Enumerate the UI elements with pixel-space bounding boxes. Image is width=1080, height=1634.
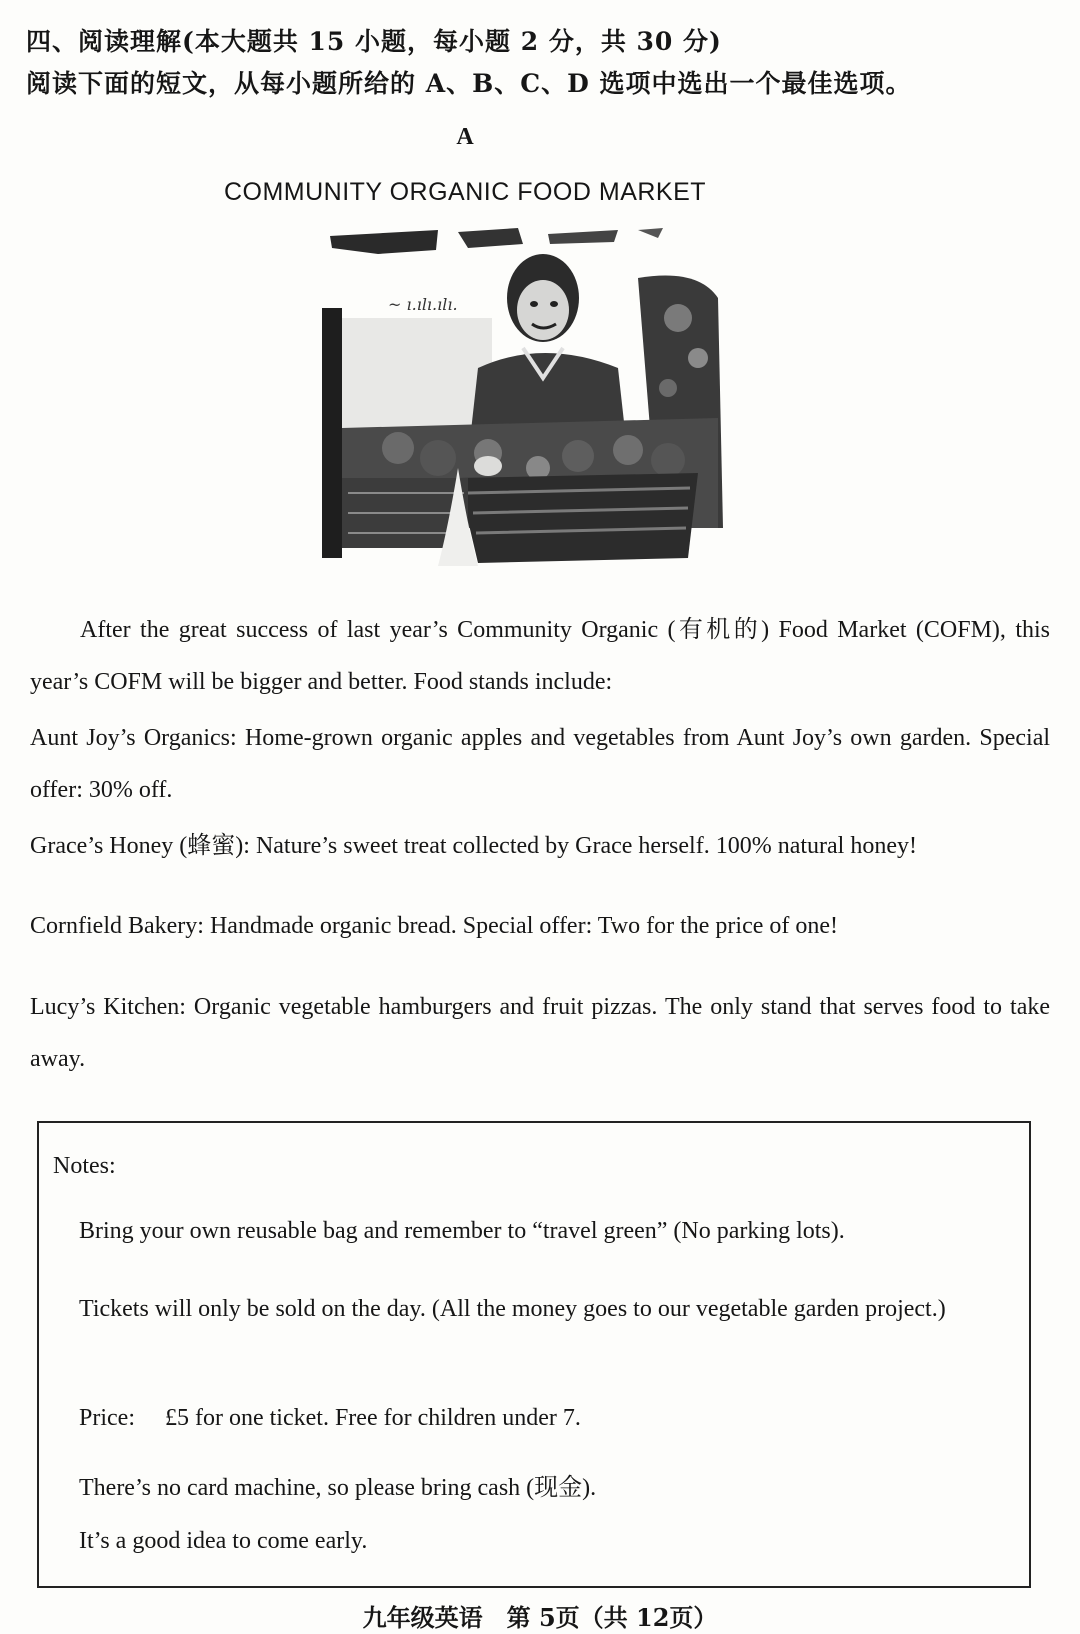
price-text: £5 for one ticket. Free for children under 7.	[165, 1405, 581, 1431]
section-heading: 四、阅读理解(本大题共 15 小题，每小题 2 分，共 30 分)	[26, 27, 722, 56]
stand-name: Cornfield Bakery:	[30, 913, 204, 939]
stand-description: Nature’s sweet treat collected by Grace herself. 100% natural honey!	[255, 833, 917, 859]
intro-paragraph	[30, 604, 1050, 708]
market-vendor-photo	[318, 228, 738, 570]
stand-description: Handmade organic bread. Special offer: Two for the price of one!	[209, 913, 839, 939]
intro-text: After the great success of last year’s Community Organic (有机的) Food Market (COFM), this year’s COFM will be bigger and better. Food stands include:	[30, 617, 1050, 695]
note-cash: There’s no card machine, so please bring cash (现金).	[79, 1475, 597, 1501]
passage-title: COMMUNITY ORGANIC FOOD MARKET	[223, 178, 707, 206]
note-come-early: It’s a good idea to come early.	[79, 1528, 368, 1554]
stand-name: Lucy’s Kitchen:	[30, 994, 186, 1020]
note-reusable-bag: Bring your own reusable bag and remember to “travel green” (No parking lots).	[79, 1218, 845, 1244]
page-footer: 九年级英语 第 5页（共 12页）	[362, 1603, 718, 1632]
instruction-text: 阅读下面的短文，从每小题所给的 A、B、C、D 选项中选出一个最佳选项。	[26, 69, 912, 98]
stand-description: Home-grown organic apples and vegetables from Aunt Joy’s own garden. Special offer: 30% off.	[30, 725, 1051, 803]
price-label: Price:	[79, 1405, 135, 1431]
stand-name: Grace’s Honey (蜂蜜):	[30, 833, 250, 859]
stand-graces-honey	[30, 820, 1050, 872]
note-price	[79, 1405, 1009, 1432]
stand-cornfield-bakery	[30, 900, 1050, 952]
passage-letter: A	[456, 124, 474, 150]
svg-text:~ ı.ılı.ılı.: ~ ı.ılı.ılı.	[388, 295, 458, 314]
stand-lucys-kitchen	[30, 981, 1050, 1085]
stand-description: Organic vegetable hamburgers and fruit pizzas. The only stand that serves food to take away.	[30, 994, 1050, 1072]
notes-title: Notes:	[53, 1153, 116, 1179]
notes-box	[37, 1121, 1031, 1588]
stand-name: Aunt Joy’s Organics:	[30, 725, 237, 751]
note-tickets: Tickets will only be sold on the day. (All the money goes to our vegetable garden project.)	[79, 1296, 946, 1322]
stand-aunt-joys	[30, 712, 1050, 816]
